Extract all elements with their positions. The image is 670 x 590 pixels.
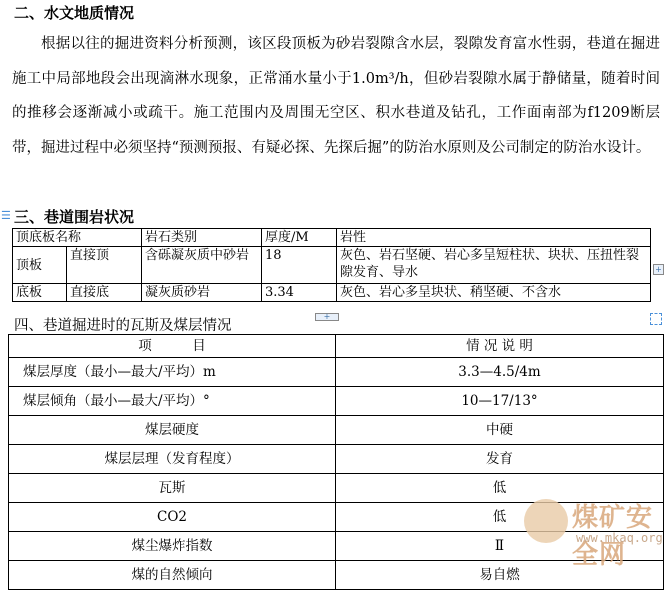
coal-table-header bbox=[9, 335, 664, 358]
table-row bbox=[9, 561, 664, 590]
table-cell: 直接底 bbox=[67, 284, 142, 302]
table-cell: 煤尘爆炸指数 bbox=[9, 532, 336, 561]
table-cell: 煤层硬度 bbox=[9, 416, 336, 445]
rock-table bbox=[12, 228, 651, 302]
watermark-url: www.mkaq.org bbox=[576, 531, 663, 545]
table-cell: 中硬 bbox=[336, 416, 664, 445]
table-cell: 发育 bbox=[336, 445, 664, 474]
watermark-text: 煤矿安全网 bbox=[572, 503, 654, 570]
site-watermark bbox=[524, 495, 664, 570]
table-cell: 10—17/13° bbox=[336, 387, 664, 416]
table-cell: 煤的自然倾向 bbox=[9, 561, 336, 590]
table-row bbox=[13, 284, 651, 302]
table-cell: 瓦斯 bbox=[9, 474, 336, 503]
table-cell: 直接顶 bbox=[67, 247, 142, 284]
table-cell: 灰色、岩心多呈块状、稍坚硬、不含水 bbox=[337, 284, 651, 302]
header-cell: 项 目 bbox=[9, 335, 336, 358]
table-resize-handle-icon[interactable]: + bbox=[315, 313, 339, 321]
table-cell: 18 bbox=[262, 247, 337, 284]
header-cell: 厚度/M bbox=[262, 229, 337, 247]
table-cell: 灰色、岩石坚硬、岩心多呈短柱状、块状、压扭性裂隙发育、导水 bbox=[337, 247, 651, 284]
table-cell: Ⅱ bbox=[336, 532, 664, 561]
section-title-surrounding-rock: 三、巷道围岩状况 bbox=[14, 208, 135, 226]
table-cell: 煤层倾角（最小—最大/平均）° bbox=[9, 387, 336, 416]
table-cell: 易自燃 bbox=[336, 561, 664, 590]
section-title-gas-coal: 四、巷道掘进时的瓦斯及煤层情况 bbox=[14, 318, 232, 334]
table-cell: 煤层层理（发育程度） bbox=[9, 445, 336, 474]
table-row bbox=[13, 247, 651, 284]
table-corner-handle-icon[interactable] bbox=[650, 313, 662, 325]
table-cell: 凝灰质砂岩 bbox=[142, 284, 262, 302]
table-row bbox=[9, 358, 664, 387]
header-cell: 顶底板名称 bbox=[13, 229, 142, 247]
table-cell: 顶板 bbox=[13, 247, 67, 284]
section-title-hydrogeology: 二、水文地质情况 bbox=[14, 4, 135, 22]
header-cell: 岩石类别 bbox=[142, 229, 262, 247]
watermark-logo-icon bbox=[524, 499, 568, 543]
table-cell: 3.34 bbox=[262, 284, 337, 302]
table-row bbox=[9, 445, 664, 474]
table-cell: 底板 bbox=[13, 284, 67, 302]
anchor-marker-icon: ☰ bbox=[1, 209, 11, 222]
paragraph-text: 根据以往的掘进资料分析预测，该区段顶板为砂岩裂隙含水层，裂隙发育富水性弱，巷道在掘进施工中局部地段会出现滴淋水现象，正常涌水量小于1.0m³/h，但砂岩裂隙水属于静储量，随着时间的推移会逐渐减小或疏干。施工范围内及周围无空区、积水巷道及钻孔，工作面南部为f1209断层带，掘进过程中必须坚持“预测预报、有疑必探、先探后掘”的防治水原则及公司制定的防治水设计。 bbox=[12, 36, 660, 156]
header-cell: 岩性 bbox=[337, 229, 651, 247]
table-cell: 3.3—4.5/4m bbox=[336, 358, 664, 387]
table-row bbox=[9, 416, 664, 445]
table-cell: CO2 bbox=[9, 503, 336, 532]
header-cell: 情 况 说 明 bbox=[336, 335, 664, 358]
table-cell: 低 bbox=[336, 474, 664, 503]
table-move-handle-icon[interactable]: + bbox=[653, 264, 664, 275]
hydrogeology-paragraph bbox=[12, 27, 660, 165]
table-cell: 煤层厚度（最小—最大/平均）m bbox=[9, 358, 336, 387]
table-cell: 含砾凝灰质中砂岩 bbox=[142, 247, 262, 284]
rock-table-header bbox=[13, 229, 651, 247]
table-row bbox=[9, 387, 664, 416]
table-cell: 低 bbox=[336, 503, 664, 532]
